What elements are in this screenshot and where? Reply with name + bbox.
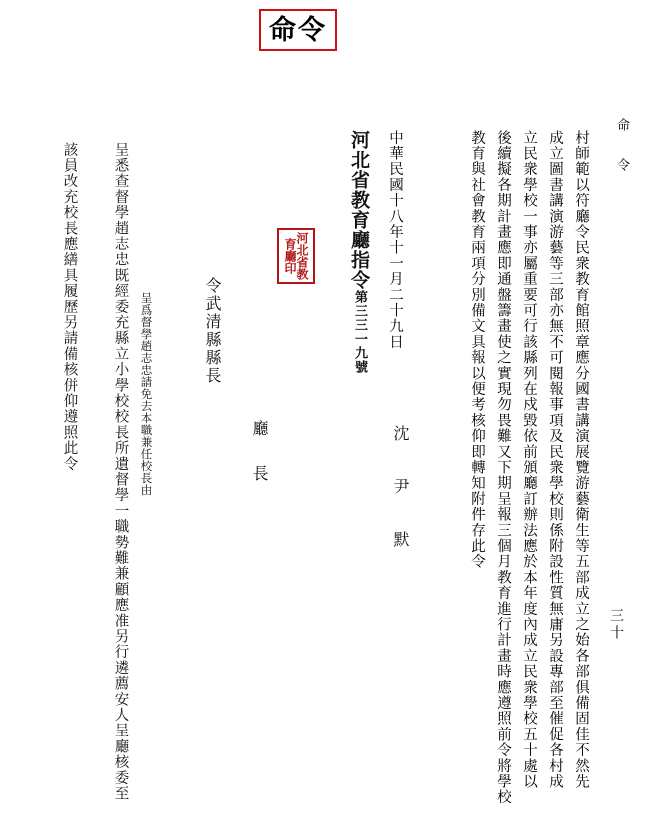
seal-text: 河北省教育廳印 (283, 232, 309, 280)
body-column-4: 後續擬各期計畫應即通盤籌畫使之實現勿畏難又下期呈報三個月教育進行計畫時應遵照前令將學校 (495, 130, 511, 806)
body-column-5: 教育與社會教育兩項分別備文具報以便考核仰即轉知附件存此令 (469, 130, 485, 570)
document-date: 中華民國十八年十一月二十九日 (387, 130, 403, 350)
body-column-3: 立民衆學校一事亦屬重要可行該縣列在戍毀依前頒廳訂辦法應於本年度內成立民衆學校五十處以 (521, 130, 537, 790)
order-title-column (349, 130, 368, 374)
recipient-line: 令武清縣縣長 (203, 277, 222, 385)
order-title-text: 河北省教育廳指令 (348, 130, 370, 290)
note-subject-line: 呈爲督學趙志忠請免去本職兼任校長由 (139, 292, 154, 496)
body-column-2: 成立圖書講演游藝等三部亦無不可閱報事項及民衆學校則係附設性質無庸另設專部至催促各村成 (547, 130, 563, 790)
official-seal-icon (277, 228, 315, 284)
signature-name: 沈 尹 默 (391, 425, 410, 556)
body-column-1: 村師範以符廳令民衆教育館照章應分國書講演展覽游藝衛生等五部成立之始各部俱備固佳不然先 (573, 130, 589, 790)
note-column-2: 該員改充校長應繕具履歷另請備核併仰遵照此令 (61, 142, 78, 472)
order-number: 第三三一九號 (352, 290, 367, 374)
page-number: 三十 (608, 608, 624, 642)
running-header: 命 令 (614, 118, 629, 177)
document-title-box (259, 9, 337, 51)
document-title: 命令 (269, 14, 327, 46)
signature-title: 廳 長 (250, 420, 269, 486)
note-column-1: 呈悉查督學趙志忠既經委充縣立小學校校長所遺督學一職勢難兼顧應准另行遴薦安人呈廳核委至 (112, 142, 129, 802)
